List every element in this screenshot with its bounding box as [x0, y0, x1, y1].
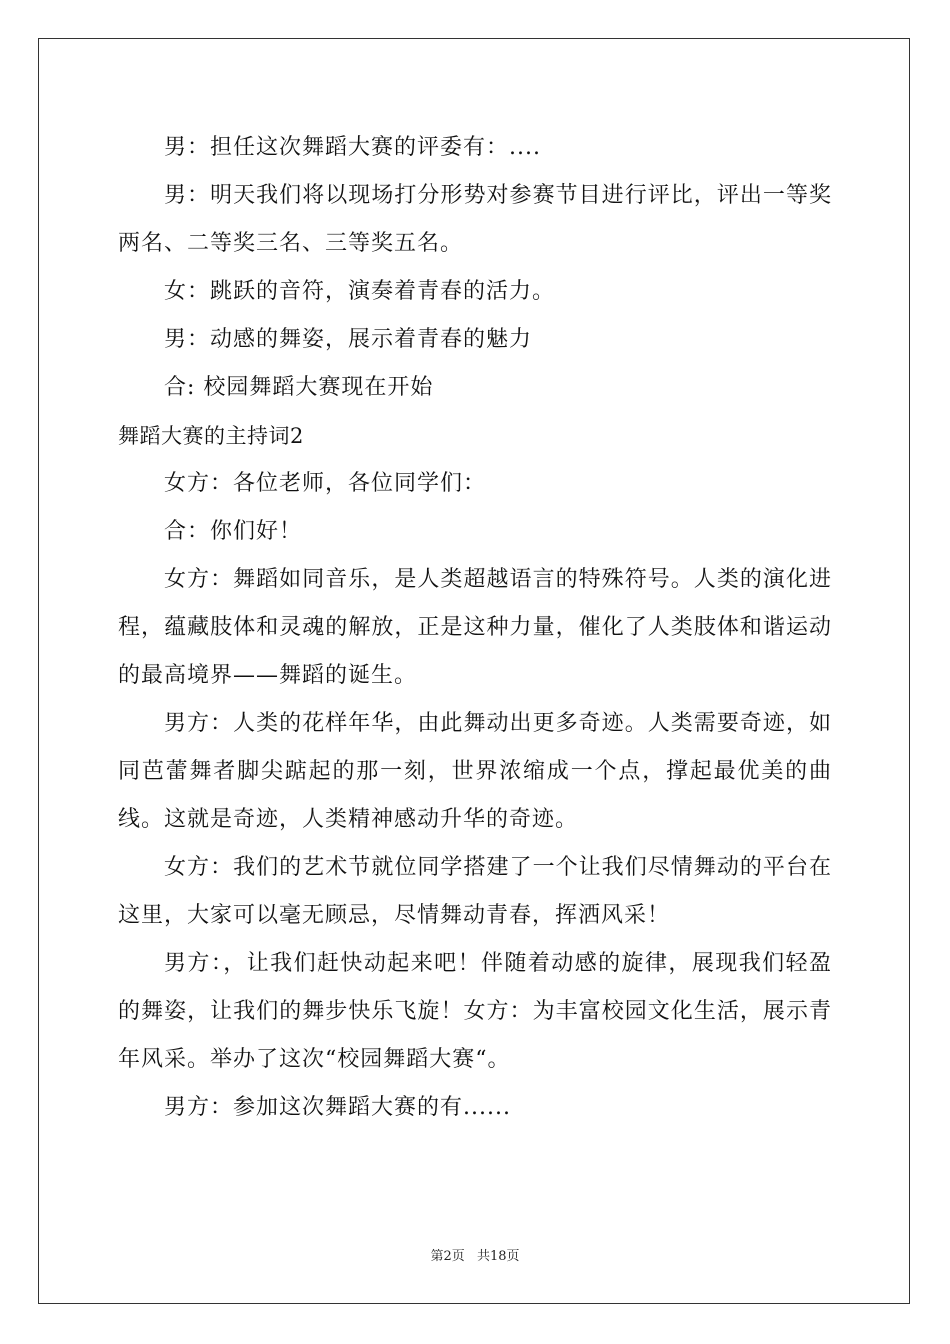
paragraph: 合：你们好！: [164, 519, 303, 544]
paragraph: 女方：各位老师，各位同学们：: [164, 471, 487, 496]
paragraph: 男方：人类的花样年华，由此舞动出更多奇迹。人类需要奇迹，如同芭蕾舞者脚尖踮起的那一刻，世界浓缩成一个点，撑起最优美的曲线。这就是奇迹，人类精神感动升华的奇迹。: [118, 711, 832, 832]
paragraph: 女：跳跃的音符，演奏着青春的活力。: [164, 279, 556, 304]
paragraph: 男：明天我们将以现场打分形势对参赛节目进行评比，评出一等奖两名、二等奖三名、三等奖五名。: [118, 183, 832, 256]
document-body: [118, 124, 832, 1132]
paragraph: 男：担任这次舞蹈大赛的评委有：....: [164, 135, 541, 160]
paragraph: 合: 校园舞蹈大赛现在开始: [164, 375, 434, 400]
page-footer: [0, 1245, 950, 1264]
paragraph: 男方：，让我们赶快动起来吧！伴随着动感的旋律，展现我们轻盈的舞姿，让我们的舞步快乐飞旋！女方：为丰富校园文化生活，展示青年风采。举办了这次“校园舞蹈大赛“。: [118, 951, 832, 1072]
section-heading: 舞蹈大赛的主持词2: [118, 424, 304, 448]
page-total: 共18页: [476, 1249, 520, 1264]
paragraph: 男方：参加这次舞蹈大赛的有......: [164, 1095, 511, 1120]
paragraph: 女方：我们的艺术节就位同学搭建了一个让我们尽情舞动的平台在这里，大家可以毫无顾忌，尽情舞动青春，挥洒风采！: [118, 855, 832, 928]
page-number: 第2页: [430, 1249, 465, 1264]
paragraph: 男：动感的舞姿，展示着青春的魅力: [164, 327, 533, 352]
paragraph: 女方：舞蹈如同音乐，是人类超越语言的特殊符号。人类的演化进程，蕴藏肢体和灵魂的解放，正是这种力量，催化了人类肢体和谐运动的最高境界——舞蹈的诞生。: [118, 567, 832, 688]
